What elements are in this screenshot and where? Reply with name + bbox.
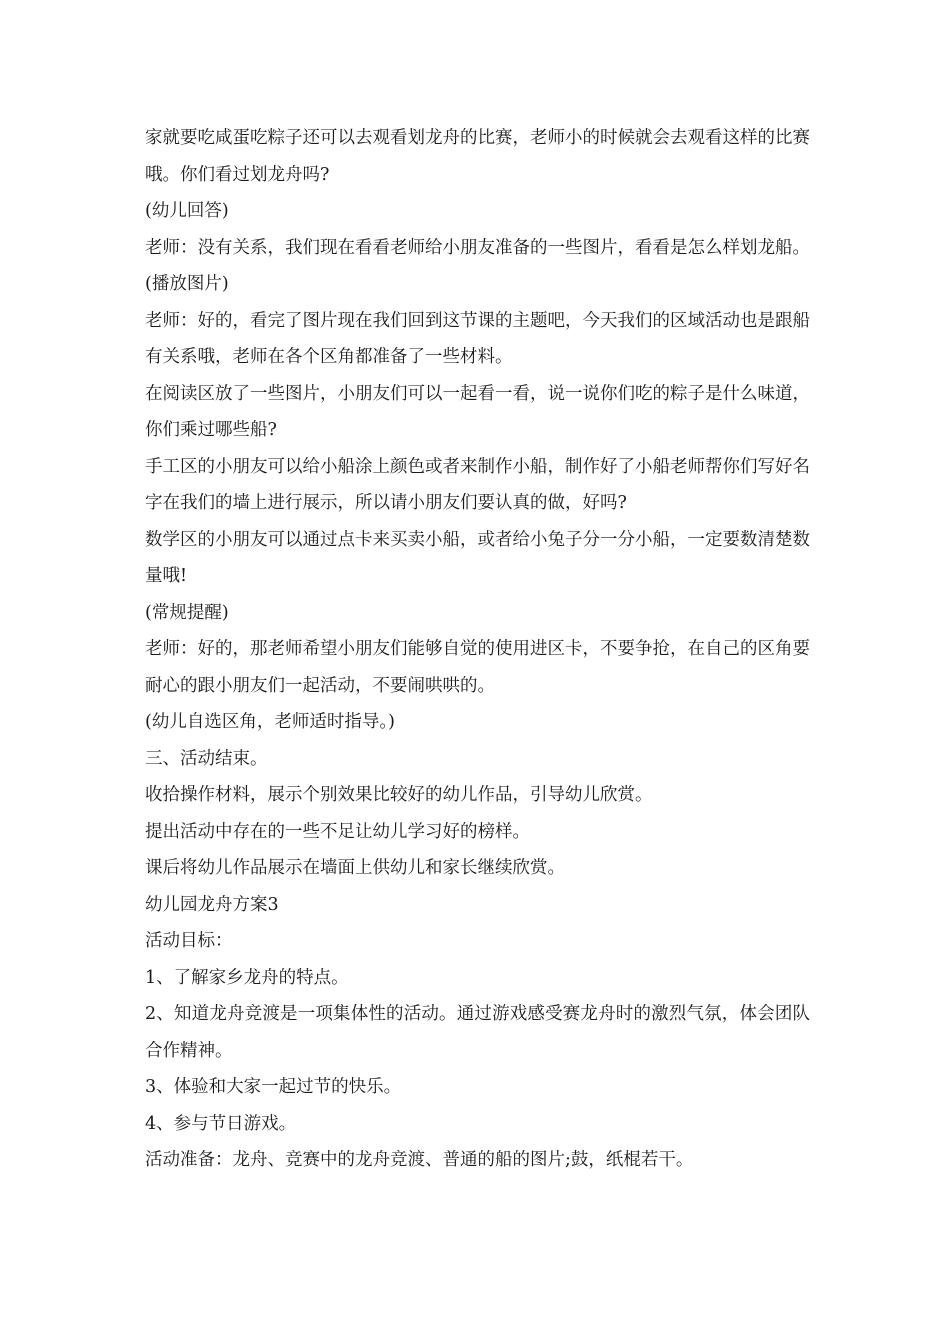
goal-item-4: 4、参与节日游戏。 (145, 1113, 297, 1134)
paragraph-teacher-theme: 老师：好的，看完了图片现在我们回到这节课的主题吧，今天我们的区域活动也是跟船有关系哦，老师在各个区角都准备了一些材料。 (145, 310, 810, 367)
goal-item-1: 1、了解家乡龙舟的特点。 (145, 967, 349, 988)
paragraph-shortcomings: 提出活动中存在的一些不足让幼儿学习好的榜样。 (145, 821, 530, 842)
paragraph-free-choice: (幼儿自选区角，老师适时指导。) (145, 712, 395, 732)
paragraph-craft-area: 手工区的小朋友可以给小船涂上颜色或者来制作小船，制作好了小船老师帮你们写好名字在我们的墙上进行展示，所以请小朋友们要认真的做，好吗? (145, 456, 810, 513)
paragraph-preparation: 活动准备：龙舟、竞赛中的龙舟竞渡、普通的船的图片;鼓，纸棍若干。 (145, 1150, 694, 1170)
paragraph-teacher-pictures: 老师：没有关系，我们现在看看老师给小朋友准备的一些图片，看看是怎么样划龙船。 (145, 237, 810, 258)
section-heading-goals: 活动目标： (145, 931, 233, 951)
plan-title: 幼儿园龙舟方案3 (145, 894, 279, 915)
paragraph-after-class: 课后将幼儿作品展示在墙面上供幼儿和家长继续欣赏。 (145, 858, 565, 878)
paragraph-routine-reminder: (常规提醒) (145, 602, 229, 623)
paragraph-reading-area: 在阅读区放了一些图片，小朋友们可以一起看一看，说一说你们吃的粽子是什么味道，你们乘过哪些船? (145, 383, 810, 440)
paragraph-intro: 家就要吃咸蛋吃粽子还可以去观看划龙舟的比赛，老师小的时候就会去观看这样的比赛哦。你们看过划龙舟吗? (145, 128, 810, 185)
document-body (145, 120, 810, 1179)
paragraph-teacher-rules: 老师：好的，那老师希望小朋友们能够自觉的使用进区卡，不要争抢，在自己的区角要耐心的跟小朋友们一起活动，不要闹哄哄的。 (145, 639, 810, 696)
paragraph-children-answer: (幼儿回答) (145, 201, 229, 221)
goal-item-2: 2、知道龙舟竞渡是一项集体性的活动。通过游戏感受赛龙舟时的激烈气氛，体会团队合作精神。 (145, 1004, 810, 1061)
section-heading-activity-end: 三、活动结束。 (145, 748, 268, 769)
paragraph-play-pictures: (播放图片) (145, 274, 229, 294)
paragraph-math-area: 数学区的小朋友可以通过点卡来买卖小船，或者给小兔子分一分小船，一定要数清楚数量哦! (145, 529, 810, 586)
paragraph-tidy-materials: 收拾操作材料，展示个别效果比较好的幼儿作品，引导幼儿欣赏。 (145, 785, 653, 805)
goal-item-3: 3、体验和大家一起过节的快乐。 (145, 1077, 402, 1097)
